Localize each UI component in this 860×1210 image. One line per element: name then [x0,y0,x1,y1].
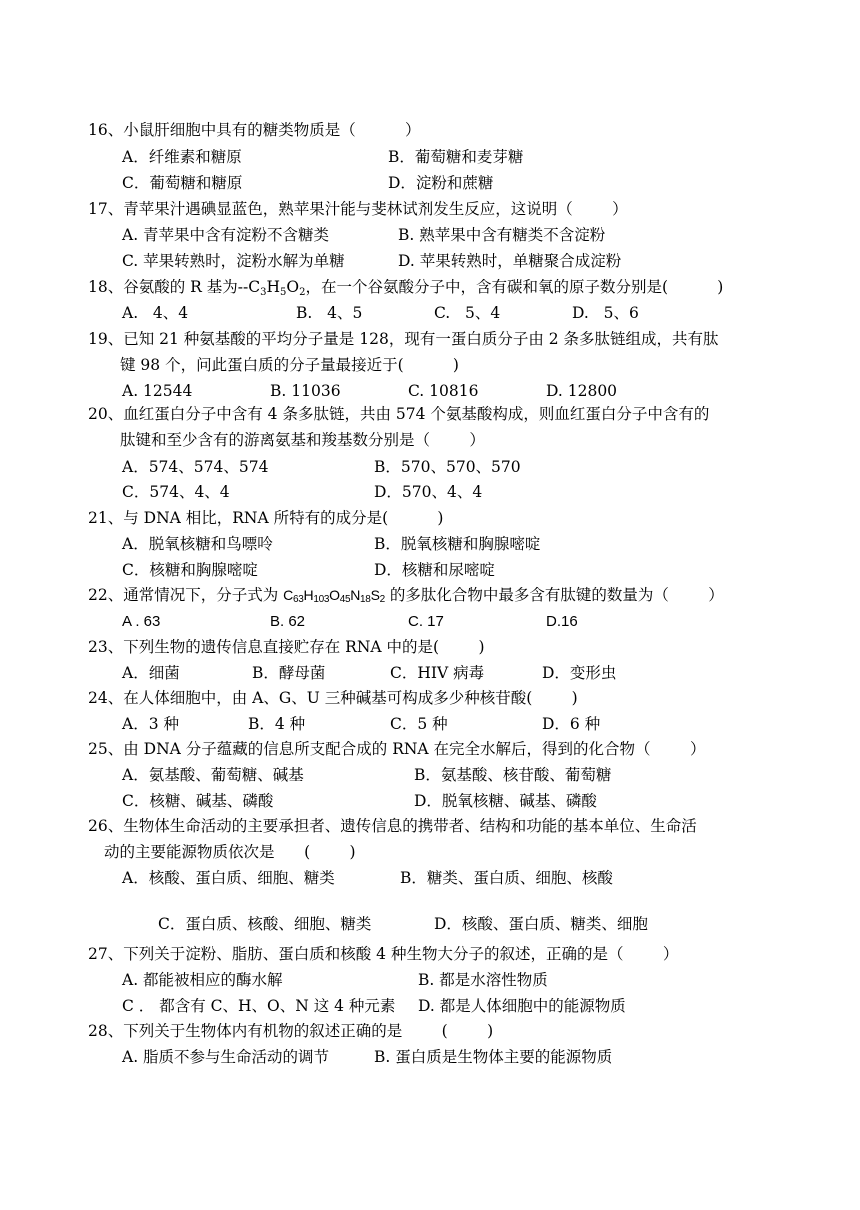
question-18-option-c: C. 5、4 [434,304,501,322]
question-16-option-d: D．淀粉和蔗糖 [388,174,494,192]
question-20-stem-line-2: 肽键和至少含有的游离氨基和羧基数分别是（ ） [120,431,485,449]
question-18-option-a: A. 4、4 [122,304,189,322]
question-22-stem-prefix: 22、通常情况下，分子式为 [88,586,284,604]
question-26-option-d: D．核酸、蛋白质、糖类、细胞 [434,915,648,933]
question-25-option-a: A．氨基酸、葡萄糖、碱基 [122,766,304,784]
question-27-option-d: D. 都是人体细胞中的能源物质 [418,997,626,1015]
question-21-option-a: A．脱氧核糖和鸟嘌呤 [122,535,273,553]
question-21-option-b: B．脱氧核糖和胸腺嘧啶 [374,535,541,553]
question-23-option-d: D．变形虫 [542,664,617,682]
question-22-option-c: C. 17 [408,613,444,630]
question-27-option-b: B. 都是水溶性物质 [418,971,548,989]
question-20-option-d: D．570、4、4 [374,483,483,501]
question-17-option-d: D. 苹果转熟时，单糖聚合成淀粉 [398,252,622,270]
question-26-stem-line-1: 26、生物体生命活动的主要承担者、遗传信息的携带者、结构和功能的基本单位、生命活 [88,817,697,835]
question-28-option-b: B. 蛋白质是生物体主要的能源物质 [374,1048,613,1066]
question-22-molecular-formula: $C_{63}H_{103}O_{45}N_{18}S_2$ [283,587,385,605]
question-20-option-b: B．570、570、570 [374,458,521,476]
question-22-option-a: A . 63 [122,613,161,630]
question-25-option-b: B．氨基酸、核苷酸、葡萄糖 [414,766,612,784]
question-19-option-c: C. 10816 [408,382,479,400]
question-26-option-b: B．糖类、蛋白质、细胞、核酸 [400,869,613,887]
question-25-stem: 25、由 DNA 分子蕴藏的信息所支配合成的 RNA 在完全水解后，得到的化合物（ ） [88,740,706,758]
question-18-option-d: D. 5、6 [572,304,639,322]
question-27-option-a: A. 都能被相应的酶水解 [122,971,283,989]
question-17-option-a: A. 青苹果中含有淀粉不含糖类 [122,226,330,244]
question-23-option-b: B．酵母菌 [252,664,326,682]
question-24-option-a: A．3 种 [122,715,179,733]
question-21-stem: 21、与 DNA 相比，RNA 所特有的成分是( ) [88,509,444,527]
question-24-stem: 24、在人体细胞中，由 A、G、U 三种碱基可构成多少种核苷酸( ) [88,689,578,707]
question-26-stem-line-2: 动的主要能源物质依次是 ( ) [104,843,356,861]
question-22-option-d: D.16 [546,613,578,630]
question-24-option-b: B．4 种 [248,715,306,733]
question-19-option-b: B. 11036 [270,382,341,400]
question-19-stem-line-1: 19、已知 21 种氨基酸的平均分子量是 128，现有一蛋白质分子由 2 条多肽链组成，共有肽 [88,330,719,348]
question-27-option-c: C ． 都含有 C、H、O、N 这 4 种元素 [122,997,396,1015]
question-22-option-b: B. 62 [270,613,306,630]
question-19-stem-line-2: 键 98 个，问此蛋白质的分子量最接近于( ) [120,356,459,374]
question-17-stem: 17、青苹果汁遇碘显蓝色，熟苹果汁能与斐林试剂发生反应，这说明（ ） [88,200,628,218]
question-23-option-c: C．HIV 病毒 [390,664,485,682]
formula-subscript: 3 [260,287,267,298]
question-16-option-a: A．纤维素和糖原 [122,148,242,166]
question-19-option-a: A. 12544 [122,382,193,400]
question-17-option-c: C. 苹果转熟时，淀粉水解为单糖 [122,252,345,270]
formula-element: O [286,278,300,296]
question-20-option-a: A．574、574、574 [122,458,269,476]
question-21-option-c: C．核糖和胸腺嘧啶 [122,561,258,579]
question-28-stem: 28、下列关于生物体内有机物的叙述正确的是 ( ) [88,1022,494,1040]
question-18-stem-suffix: ，在一个谷氨酸分子中，含有碳和氧的原子数分别是( ) [305,278,724,296]
question-18-option-b: B. 4、5 [296,304,363,322]
question-21-option-d: D．核糖和尿嘧啶 [374,561,495,579]
question-26-option-c: C．蛋白质、核酸、细胞、糖类 [158,915,372,933]
formula-subscript: 2 [299,287,306,298]
question-27-stem: 27、下列关于淀粉、脂肪、蛋白质和核酸 4 种生物大分子的叙述，正确的是（ ） [88,945,679,963]
question-19-option-d: D. 12800 [546,382,618,400]
question-28-option-a: A. 脂质不参与生命活动的调节 [122,1048,330,1066]
question-18-stem-prefix: 18、谷氨酸的 R 基为--C [88,278,261,296]
question-23-stem: 23、下列生物的遗传信息直接贮存在 RNA 中的是( ) [88,638,485,656]
question-22-stem-suffix: 的多肽化合物中最多含有肽键的数量为（ ） [384,586,724,604]
question-24-option-d: D．6 种 [542,715,601,733]
question-25-option-c: C．核糖、碱基、磷酸 [122,792,274,810]
question-22-stem [88,584,724,606]
question-20-option-c: C．574、4、4 [122,483,230,501]
question-17-option-b: B. 熟苹果中含有糖类不含淀粉 [398,226,606,244]
question-25-option-d: D．脱氧核糖、碱基、磷酸 [414,792,597,810]
question-20-stem-line-1: 20、血红蛋白分子中含有 4 条多肽链，共由 574 个氨基酸构成，则血红蛋白分子中含有的 [88,405,710,423]
question-16-option-b: B．葡萄糖和麦芽糖 [388,148,524,166]
question-23-option-a: A．细菌 [122,664,180,682]
formula-element: H [266,278,280,296]
question-24-option-c: C．5 种 [390,715,448,733]
question-26-option-a: A．核酸、蛋白质、细胞、糖类 [122,869,335,887]
question-16-stem: 16、小鼠肝细胞中具有的糖类物质是（ ） [88,121,421,139]
question-16-option-c: C．葡萄糖和糖原 [122,174,243,192]
question-18-stem [88,276,723,298]
formula-subscript: 5 [280,287,287,298]
